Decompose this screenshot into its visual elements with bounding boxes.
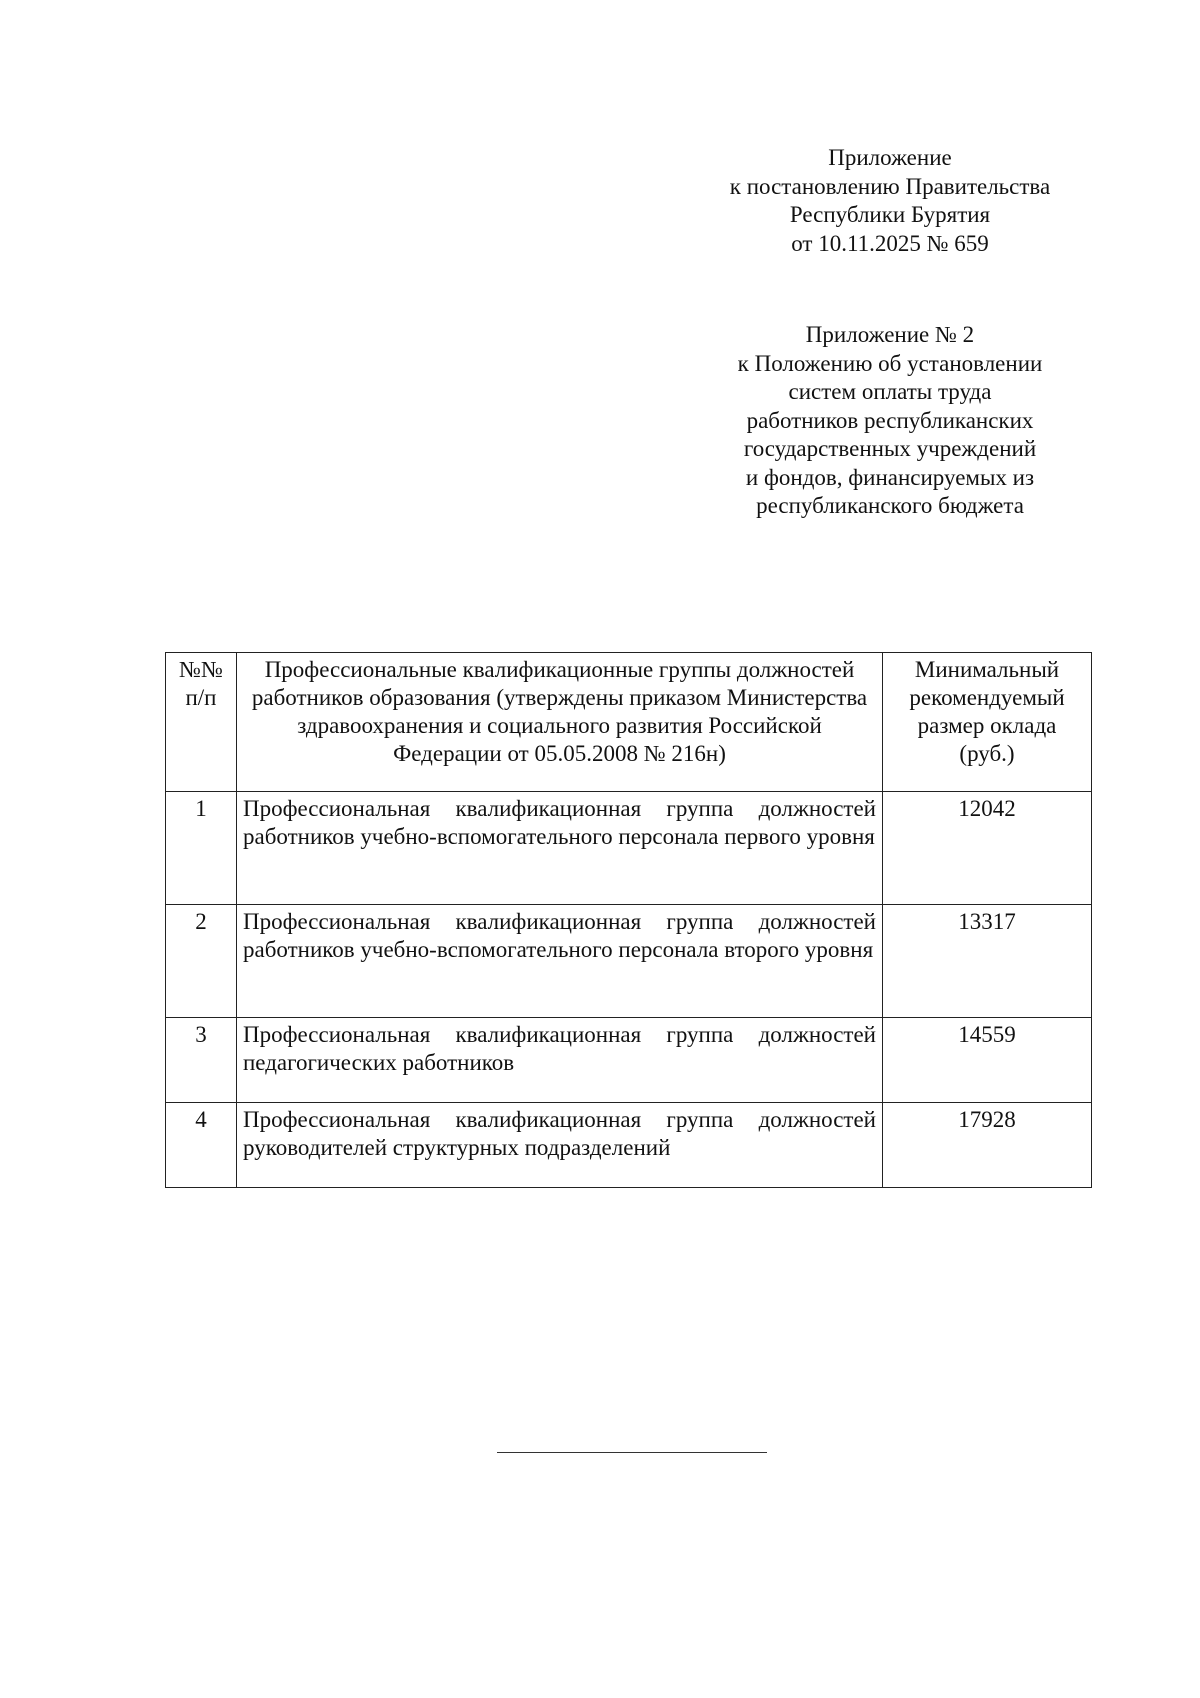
- table-row: [166, 1103, 1092, 1188]
- header-salary: Минимальный рекомендуемый размер оклада (руб.): [883, 653, 1092, 792]
- row-salary: 12042: [883, 792, 1092, 905]
- appendix-2-header-line: республиканского бюджета: [756, 493, 1024, 518]
- header-number: №№ п/п: [166, 653, 237, 792]
- appendix-header-line: к постановлению Правительства: [729, 173, 1051, 199]
- appendix-2-header-line: к Положению об установлении: [737, 350, 1043, 376]
- row-number: 2: [166, 905, 237, 1018]
- salary-table: [165, 652, 1092, 1188]
- table-row: [166, 792, 1092, 905]
- row-group: Профессиональная квалификационная группа должностей работников учебно-вспомогательного персонала первого уровня: [237, 792, 883, 905]
- appendix-2-header-line: систем оплаты труда: [788, 379, 992, 404]
- row-group: Профессиональная квалификационная группа должностей руководителей структурных подразделений: [237, 1103, 883, 1188]
- appendix-header: [680, 144, 1100, 258]
- table-header-row: [166, 653, 1092, 792]
- row-salary: 17928: [883, 1103, 1092, 1188]
- row-group: Профессиональная квалификационная группа должностей работников учебно-вспомогательного персонала второго уровня: [237, 905, 883, 1018]
- appendix-2-header-line: Приложение № 2: [805, 322, 975, 347]
- table-row: [166, 1018, 1092, 1103]
- appendix-2-header: [680, 321, 1100, 521]
- appendix-header-line: Приложение: [828, 145, 952, 170]
- footer-divider: [497, 1452, 767, 1453]
- row-salary: 13317: [883, 905, 1092, 1018]
- appendix-header-line: от 10.11.2025 № 659: [791, 230, 989, 256]
- appendix-2-header-line: работников республиканских: [746, 407, 1034, 433]
- table-row: [166, 905, 1092, 1018]
- appendix-2-header-line: государственных учреждений: [743, 436, 1037, 461]
- row-number: 4: [166, 1103, 237, 1188]
- header-group: Профессиональные квалификационные группы должностей работников образования (утверждены приказом Министерства здравоохранения и социального развития Российской Федерации от 05.05.2008 № 216н): [237, 653, 883, 792]
- appendix-2-header-line: и фондов, финансируемых из: [745, 464, 1035, 490]
- row-number: 3: [166, 1018, 237, 1103]
- row-salary: 14559: [883, 1018, 1092, 1103]
- row-number: 1: [166, 792, 237, 905]
- row-group: Профессиональная квалификационная группа должностей педагогических работников: [237, 1018, 883, 1103]
- appendix-header-line: Республики Бурятия: [789, 202, 991, 227]
